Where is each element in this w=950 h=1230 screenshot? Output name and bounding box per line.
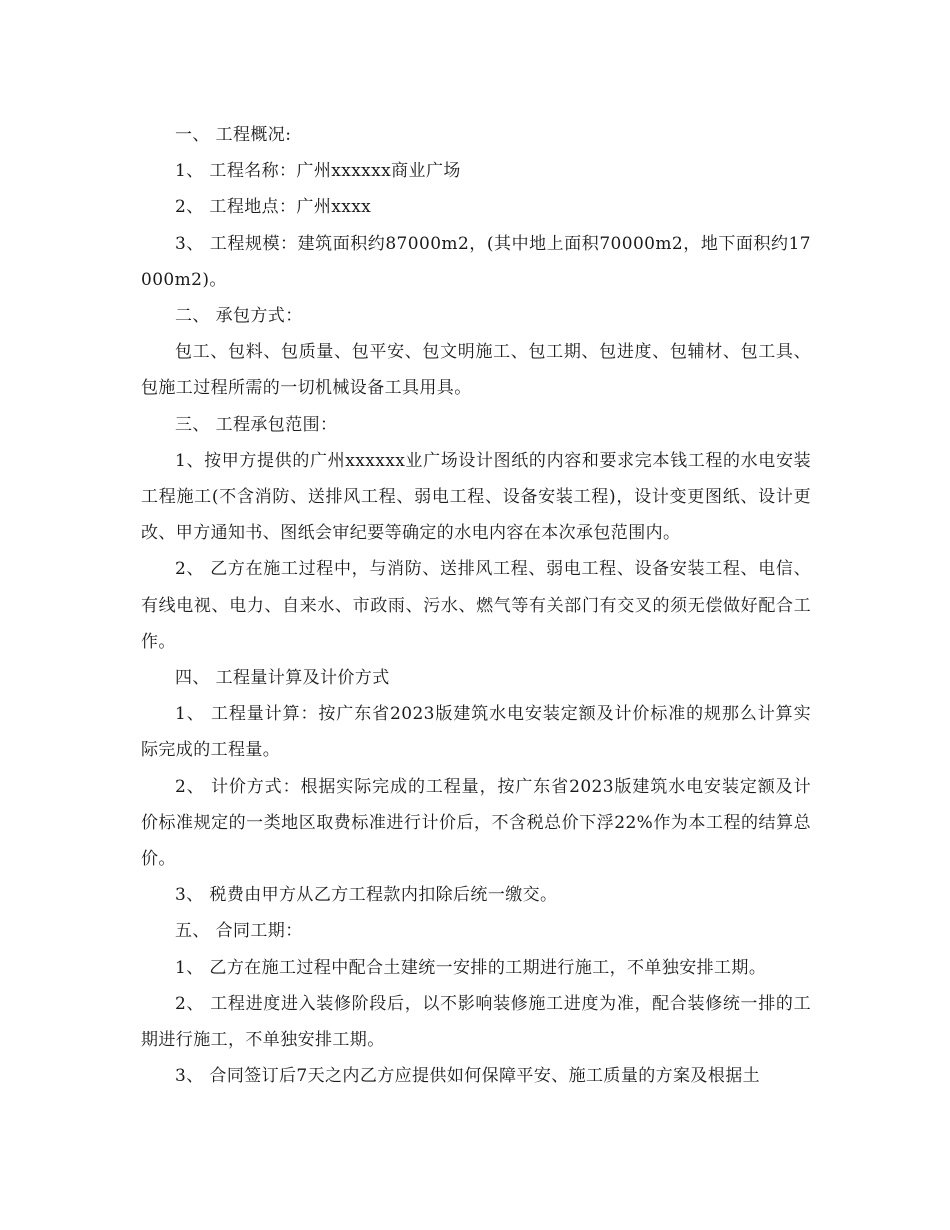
pricing-item-2: 2、 计价方式：根据实际完成的工程量，按广东省2023版建筑水电安装定额及计价标准规定的一类地区取费标准进行计价后，不含税总价下浮22%作为本工程的结算总价。 xyxy=(141,776,811,870)
scope-item-1: 1、按甲方提供的广州xxxxxx业广场设计图纸的内容和要求完本钱工程的水电安装工程施工(不含消防、送排风工程、弱电工程、设备安装工程)，设计变更图纸、设计更改、甲方通知书、图纸会审纪要等确定的水电内容在本次承包范围内。 xyxy=(141,450,811,544)
schedule-item-2: 2、 工程进度进入装修阶段后，以不影响装修施工进度为准，配合装修统一排的工期进行施工，不单独安排工期。 xyxy=(141,993,811,1051)
schedule-item-3: 3、 合同签订后7天之内乙方应提供如何保障平安、施工质量的方案及根据土 xyxy=(175,1066,761,1087)
pricing-item-3: 3、 税费由甲方从乙方工程款内扣除后统一缴交。 xyxy=(175,885,558,906)
contract-mode-text: 包工、包料、包质量、包平安、包文明施工、包工期、包进度、包辅材、包工具、包施工过程所需的一切机械设备工具用具。 xyxy=(141,342,811,399)
schedule-item-1: 1、 乙方在施工过程中配合土建统一安排的工期进行施工，不单独安排工期。 xyxy=(175,957,767,978)
section-heading-quantity-pricing: 四、 工程量计算及计价方式 xyxy=(175,668,390,689)
section-heading-schedule: 五、 合同工期： xyxy=(175,921,303,942)
document-body xyxy=(141,117,811,1094)
section-heading-overview: 一、 工程概况: xyxy=(175,125,292,145)
section-heading-contract-mode: 二、 承包方式： xyxy=(175,306,303,327)
pricing-item-1: 1、 工程量计算：按广东省2023版建筑水电安装定额及计价标准的规那么计算实际完成的工程量。 xyxy=(141,704,811,761)
project-location: 2、 工程地点：广州xxxx xyxy=(175,197,372,218)
section-heading-scope: 三、 工程承包范围： xyxy=(175,414,338,435)
scope-item-2: 2、 乙方在施工过程中，与消防、送排风工程、弱电工程、设备安装工程、电信、有线电视、电力、自来水、市政雨、污水、燃气等有关部门有交叉的须无偿做好配合工作。 xyxy=(141,559,811,652)
project-scale: 3、 工程规模：建筑面积约87000m2，(其中地上面积70000m2，地下面积约17000m2)。 xyxy=(141,233,811,290)
project-name: 1、 工程名称：广州xxxxxx商业广场 xyxy=(175,161,461,182)
